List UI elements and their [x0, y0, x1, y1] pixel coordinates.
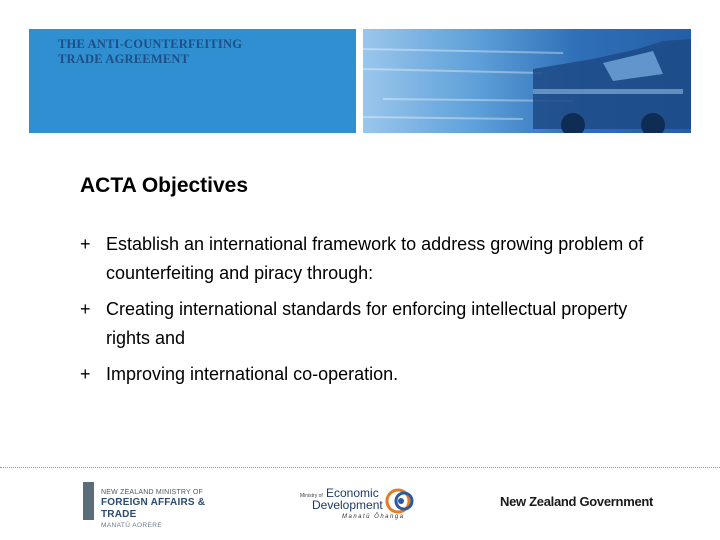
plus-icon: + [80, 364, 91, 384]
mfat-line3: MANATŪ AORERE [101, 522, 163, 529]
bullet-text: Creating international standards for enforcing intellectual property rights and [106, 299, 628, 348]
truck-silhouette-icon [363, 29, 691, 133]
nz-government-logo: New Zealand Government [500, 494, 654, 509]
bullet-text: Establish an international framework to address growing problem of counterfeiting and piracy through: [106, 234, 644, 283]
med-line1: Economic [326, 486, 379, 500]
banner-title [58, 37, 242, 67]
list-item [80, 360, 650, 389]
mfat-emblem-icon [83, 482, 94, 520]
truck-motion-photo [363, 29, 691, 133]
list-item [80, 295, 650, 353]
bullet-text: Improving international co-operation. [106, 364, 399, 384]
med-small-text: Ministry of [300, 493, 323, 499]
koru-swirl-icon [384, 486, 418, 516]
plus-icon: + [80, 299, 91, 319]
footer-divider [0, 467, 720, 468]
banner-title-line2: TRADE AGREEMENT [58, 52, 190, 66]
mfat-line2: FOREIGN AFFAIRS & TRADE [101, 497, 206, 520]
plus-icon: + [80, 234, 91, 254]
med-logo [298, 484, 428, 524]
bullet-list [80, 230, 650, 396]
mfat-logo [83, 482, 243, 529]
mfat-line1: NEW ZEALAND MINISTRY OF [101, 489, 203, 496]
mfat-wordmark [101, 488, 243, 530]
slide-title: ACTA Objectives [80, 174, 249, 197]
med-maori-text: Manatū Ōhanga [342, 514, 405, 520]
list-item [80, 230, 650, 288]
banner-title-line1: THE ANTI-COUNTERFEITING [58, 37, 243, 51]
med-line2: Development [312, 498, 383, 512]
